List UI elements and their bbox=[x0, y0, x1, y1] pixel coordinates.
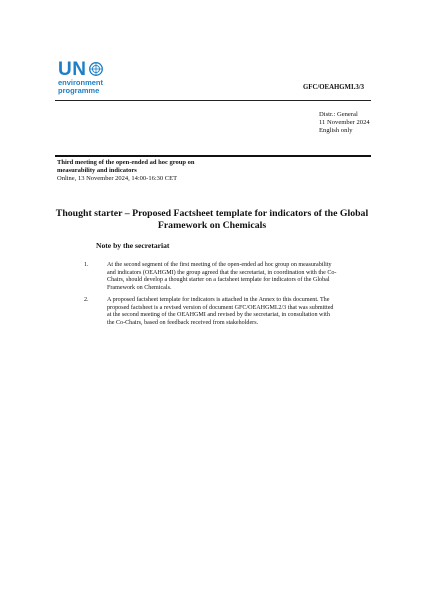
meeting-details: Online, 13 November 2024, 14:00-16:30 CET bbox=[57, 175, 178, 182]
un-globe-emblem-icon bbox=[89, 62, 103, 76]
document-title-line-2: Framework on Chemicals bbox=[157, 220, 267, 231]
paragraph-number: 1. bbox=[84, 262, 89, 268]
paragraph-line: and indicators (OEAHGMI) the group agreed that the secretariat, in coordination with the Co- bbox=[107, 269, 337, 276]
paragraph-text bbox=[107, 297, 372, 328]
logo-line-environment: environment bbox=[58, 78, 104, 87]
meeting-name-line-1: Third meeting of the open-ended ad hoc group on bbox=[57, 159, 195, 166]
paragraph-line: Chairs, should develop a thought starter on a factsheet template for indicators of the Global bbox=[107, 277, 330, 284]
paragraph-line: proposed factsheet is a revised version of document GFC/OEAHGMI.2/3 that was submitted bbox=[107, 304, 334, 311]
document-title bbox=[40, 208, 384, 232]
paragraph bbox=[84, 297, 374, 328]
paragraph-line: at the second meeting of the OEAHGMI and revised by the secretariat, in consultation with bbox=[107, 312, 330, 319]
document-title-line-1: Thought starter – Proposed Factsheet template for indicators of the Global bbox=[55, 208, 369, 219]
unep-logo bbox=[58, 60, 138, 100]
logo-line-programme: programme bbox=[58, 86, 100, 95]
paragraph-line: At the second segment of the first meeting of the open-ended ad hoc group on measurability bbox=[107, 262, 332, 268]
meeting-divider bbox=[55, 155, 371, 157]
paragraph-line: Framework on Chemicals. bbox=[107, 285, 172, 292]
note-heading: Note by the secretariat bbox=[96, 241, 170, 250]
header-divider bbox=[55, 100, 371, 101]
paragraph-line: A proposed factsheet template for indicators is attached in the Annex to this document. The bbox=[107, 297, 330, 303]
paragraph-number: 2. bbox=[84, 297, 89, 303]
distribution-type: Distr.: General bbox=[319, 111, 358, 118]
meeting-name-line-2: measurability and indicators bbox=[57, 167, 137, 174]
document-language: English only bbox=[319, 127, 353, 135]
logo-un-text: UN bbox=[58, 59, 87, 80]
meeting-info bbox=[57, 159, 194, 183]
paragraph-line: the Co-Chairs, based on feedback received from stakeholders. bbox=[107, 320, 259, 327]
distribution-block bbox=[319, 111, 370, 136]
paragraph bbox=[84, 262, 374, 293]
paragraph-text bbox=[107, 262, 372, 293]
document-symbol: GFC/OEAHGMI.3/3 bbox=[303, 84, 364, 91]
document-date: 11 November 2024 bbox=[319, 119, 370, 127]
logo-programme-name bbox=[58, 79, 103, 95]
